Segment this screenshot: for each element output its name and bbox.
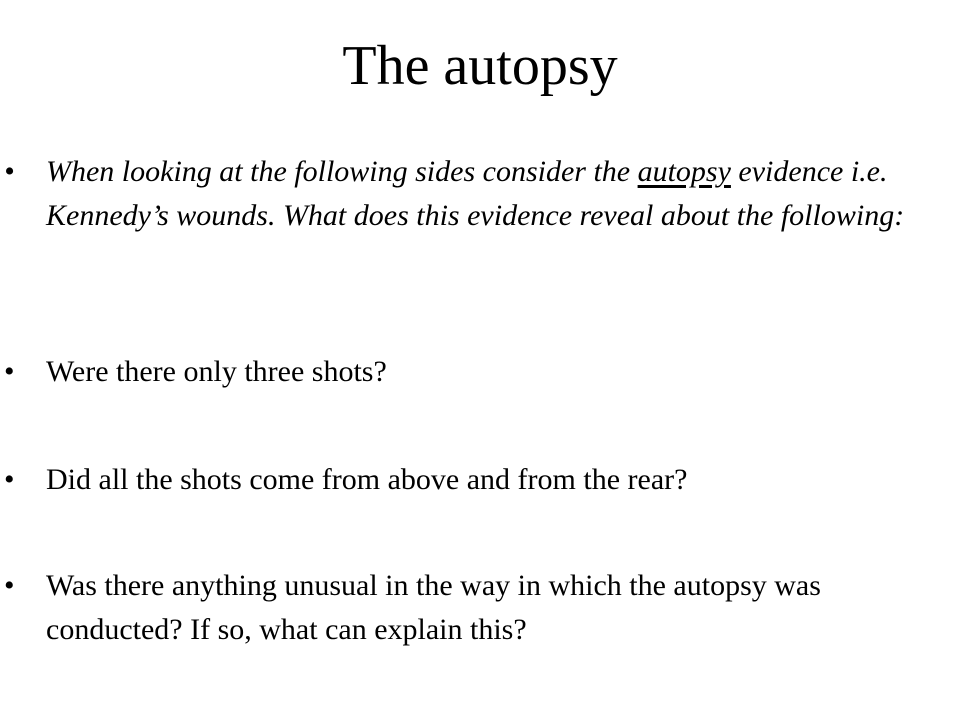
bullet-text-part2: evidence i.e. Kennedy’s wounds. What does this evidence reveal about the following: <box>46 155 905 232</box>
bullet-dot-icon: • <box>4 355 15 388</box>
bullet-item-instructions <box>4 150 946 238</box>
underlined-word-autopsy: autopsy <box>637 155 731 188</box>
bullet-text: Was there anything unusual in the way in which the autopsy was conducted? If so, what can explain this? <box>46 569 821 646</box>
bullet-dot-icon: • <box>4 463 15 496</box>
bullet-dot-icon: • <box>4 155 15 188</box>
bullet-item-shot-direction <box>4 458 946 502</box>
bullet-dot-icon: • <box>4 569 15 602</box>
bullet-item-three-shots <box>4 350 946 394</box>
bullet-text: Did all the shots come from above and from the rear? <box>46 463 688 496</box>
slide-title: The autopsy <box>342 35 618 97</box>
bullet-text: Were there only three shots? <box>46 355 387 388</box>
bullet-item-autopsy-conduct <box>4 564 946 652</box>
bullet-text-part1: When looking at the following sides consider the <box>46 155 638 188</box>
bullet-text <box>46 150 946 238</box>
